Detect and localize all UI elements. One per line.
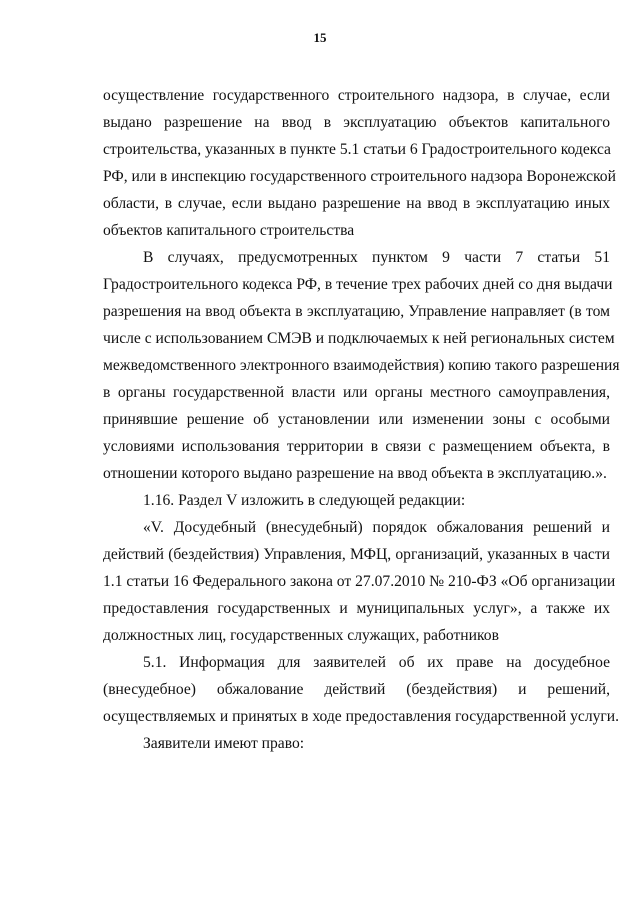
text-line: межведомственного электронного взаимодействия) копию такого разрешения xyxy=(103,357,620,374)
text-line: 5.1. Информация для заявителей об их праве на досудебное xyxy=(143,654,610,671)
text-line: действий (бездействия) Управления, МФЦ, организаций, указанных в части xyxy=(103,546,610,563)
text-line: области, в случае, если выдано разрешение на ввод в эксплуатацию иных xyxy=(103,195,610,212)
text-line: предоставления государственных и муниципальных услуг», а также их xyxy=(103,600,610,617)
text-line: разрешения на ввод объекта в эксплуатацию, Управление направляет (в том xyxy=(103,303,610,320)
text-line: принявшие решение об установлении или изменении зоны с особыми xyxy=(103,411,610,428)
text-line: 1.1 статьи 16 Федерального закона от 27.07.2010 № 210-ФЗ «Об организации xyxy=(103,573,616,590)
text-line: строительства, указанных в пункте 5.1 статьи 6 Градостроительного кодекса xyxy=(103,141,611,158)
text-line: Заявители имеют право: xyxy=(143,735,305,752)
text-line: в органы государственной власти или органы местного самоуправления, xyxy=(103,384,610,401)
page-number: 15 xyxy=(313,30,327,45)
document-body xyxy=(103,82,620,757)
text-line: выдано разрешение на ввод в эксплуатацию объектов капитального xyxy=(103,114,610,131)
text-line: РФ, или в инспекцию государственного строительного надзора Воронежской xyxy=(103,168,616,185)
text-line: объектов капитального строительства xyxy=(103,222,355,239)
text-line: числе с использованием СМЭВ и подключаемых к ней региональных систем xyxy=(103,330,615,347)
text-line: условиями использования территории в связи с размещением объекта, в xyxy=(103,438,610,455)
text-line: (внесудебное) обжалование действий (бездействия) и решений, xyxy=(103,681,610,698)
text-line: «V. Досудебный (внесудебный) порядок обжалования решений и xyxy=(143,519,610,536)
text-line: 1.16. Раздел V изложить в следующей редакции: xyxy=(143,492,466,509)
text-line: должностных лиц, государственных служащих, работников xyxy=(103,627,499,644)
text-line: осуществляемых и принятых в ходе предоставления государственной услуги. xyxy=(103,708,620,725)
text-line: осуществление государственного строительного надзора, в случае, если xyxy=(103,87,610,104)
text-line: отношении которого выдано разрешение на ввод объекта в эксплуатацию.». xyxy=(103,465,607,482)
text-line: Градостроительного кодекса РФ, в течение трех рабочих дней со дня выдачи xyxy=(103,276,613,293)
text-line: В случаях, предусмотренных пунктом 9 части 7 статьи 51 xyxy=(143,249,610,266)
